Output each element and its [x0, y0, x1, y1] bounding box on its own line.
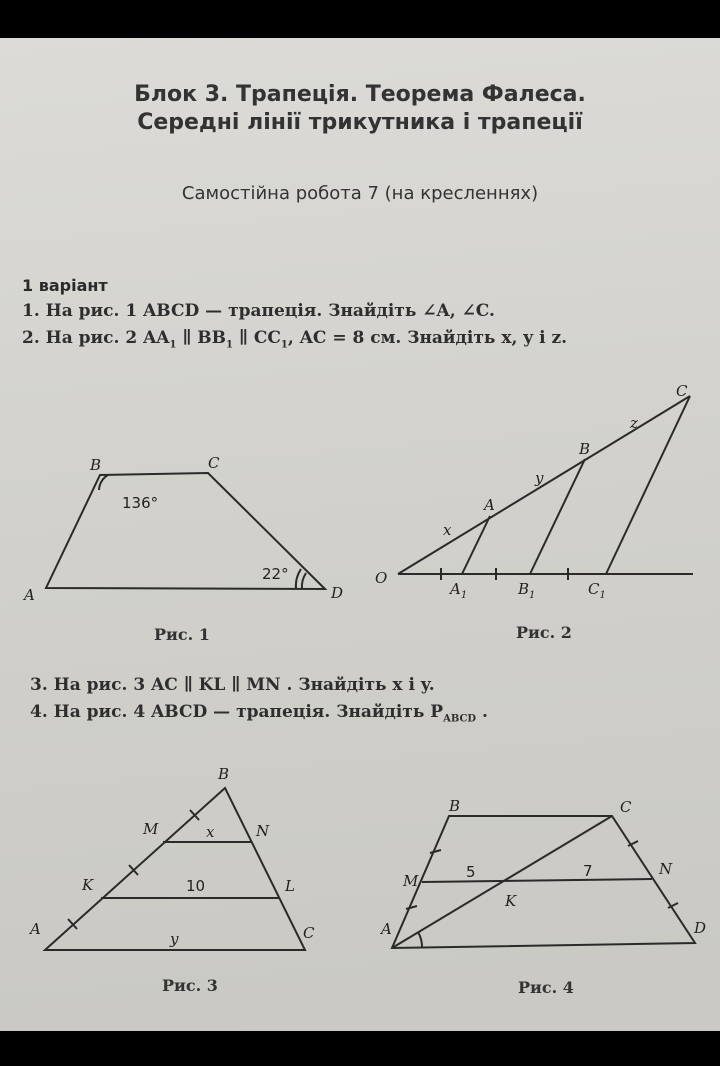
fig3-label-m: M: [143, 820, 159, 838]
fig4-label-n: N: [659, 860, 673, 878]
fig4-caption: Рис. 4: [518, 978, 574, 997]
fig2-label-o: O: [375, 569, 388, 587]
fig3-label-y: y: [170, 930, 179, 948]
fig1-angle-d-arc: [302, 573, 306, 589]
fig1-angle-d-value: 22°: [262, 565, 289, 583]
fig1-angle-d-arc2: [296, 569, 301, 589]
fig4-label-k: K: [505, 892, 517, 910]
block-title-line2: Середні лінії трикутника і трапеції: [137, 110, 583, 135]
fig3-label-x: x: [206, 823, 215, 841]
fig2-label-c1: $C_1$: [588, 580, 606, 601]
fig2-caption: Рис. 2: [516, 623, 572, 642]
fig3-label-n: N: [256, 822, 270, 840]
task-1: 1. На рис. 1 ABCD — трапеція. Знайдіть ∠A, ∠C.: [22, 301, 495, 321]
fig3-kl-value: 10: [186, 877, 206, 895]
fig1-label-b: B: [90, 456, 102, 474]
fig3-label-a: A: [30, 920, 41, 938]
fig1-caption: Рис. 1: [154, 625, 210, 644]
fig4-label-c: C: [620, 798, 632, 816]
fig3-triangle: [45, 788, 305, 950]
fig4-tick-left-1: [430, 850, 441, 853]
fig4-midline-mn: [422, 879, 652, 882]
fig2-label-c: C: [676, 382, 688, 400]
fig2-label-b: B: [579, 440, 591, 458]
fig3-caption: Рис. 3: [162, 976, 218, 995]
fig2-label-a1: $A_1$: [450, 580, 468, 601]
fig1-angle-b-value: 136°: [122, 494, 159, 512]
figures-canvas: [0, 38, 720, 1031]
task-4: 4. На рис. 4 ABCD — трапеція. Знайдіть $P_{ABCD}$ .: [30, 702, 488, 725]
fig2-label-y: y: [535, 469, 544, 487]
fig2-label-b1: $B_1$: [518, 580, 536, 601]
fig1-label-a: A: [24, 586, 35, 604]
fig2-label-z: z: [630, 414, 638, 432]
task-3: 3. На рис. 3 AC ∥ KL ∥ MN . Знайдіть x і y.: [30, 675, 435, 695]
variant-label: 1 варіант: [22, 276, 108, 295]
fig3-label-k: K: [82, 876, 94, 894]
fig3-label-c: C: [303, 924, 315, 942]
fig4-angle-a-arc: [418, 932, 422, 948]
fig1-label-c: C: [208, 454, 220, 472]
fig4-label-d: D: [694, 919, 707, 937]
fig2-segment-aa1: [462, 516, 490, 574]
task-2: 2. На рис. 2 $AA_1$ ∥ $BB_1$ ∥ $CC_1$, AC = 8 см. Знайдіть x, y і z.: [22, 328, 568, 351]
fig4-kn-value: 7: [583, 862, 593, 880]
fig4-tick-left-2: [406, 906, 417, 909]
fig2-label-a: A: [484, 496, 495, 514]
fig4-label-a: A: [381, 920, 392, 938]
fig4-label-m: M: [403, 872, 419, 890]
work-subtitle: Самостійна робота 7 (на кресленнях): [181, 183, 539, 204]
fig2-upper-ray: [398, 396, 690, 574]
fig1-angle-b-arc: [99, 475, 108, 490]
fig4-label-b: B: [449, 797, 461, 815]
fig2-label-x: x: [443, 521, 452, 539]
fig1-label-d: D: [331, 584, 344, 602]
block-title-line1: Блок 3. Трапеція. Теорема Фалеса.: [134, 82, 586, 107]
fig4-mk-value: 5: [466, 863, 476, 881]
page-sheet: [0, 38, 720, 1031]
fig3-label-b: B: [218, 765, 230, 783]
fig3-label-l: L: [285, 877, 295, 895]
